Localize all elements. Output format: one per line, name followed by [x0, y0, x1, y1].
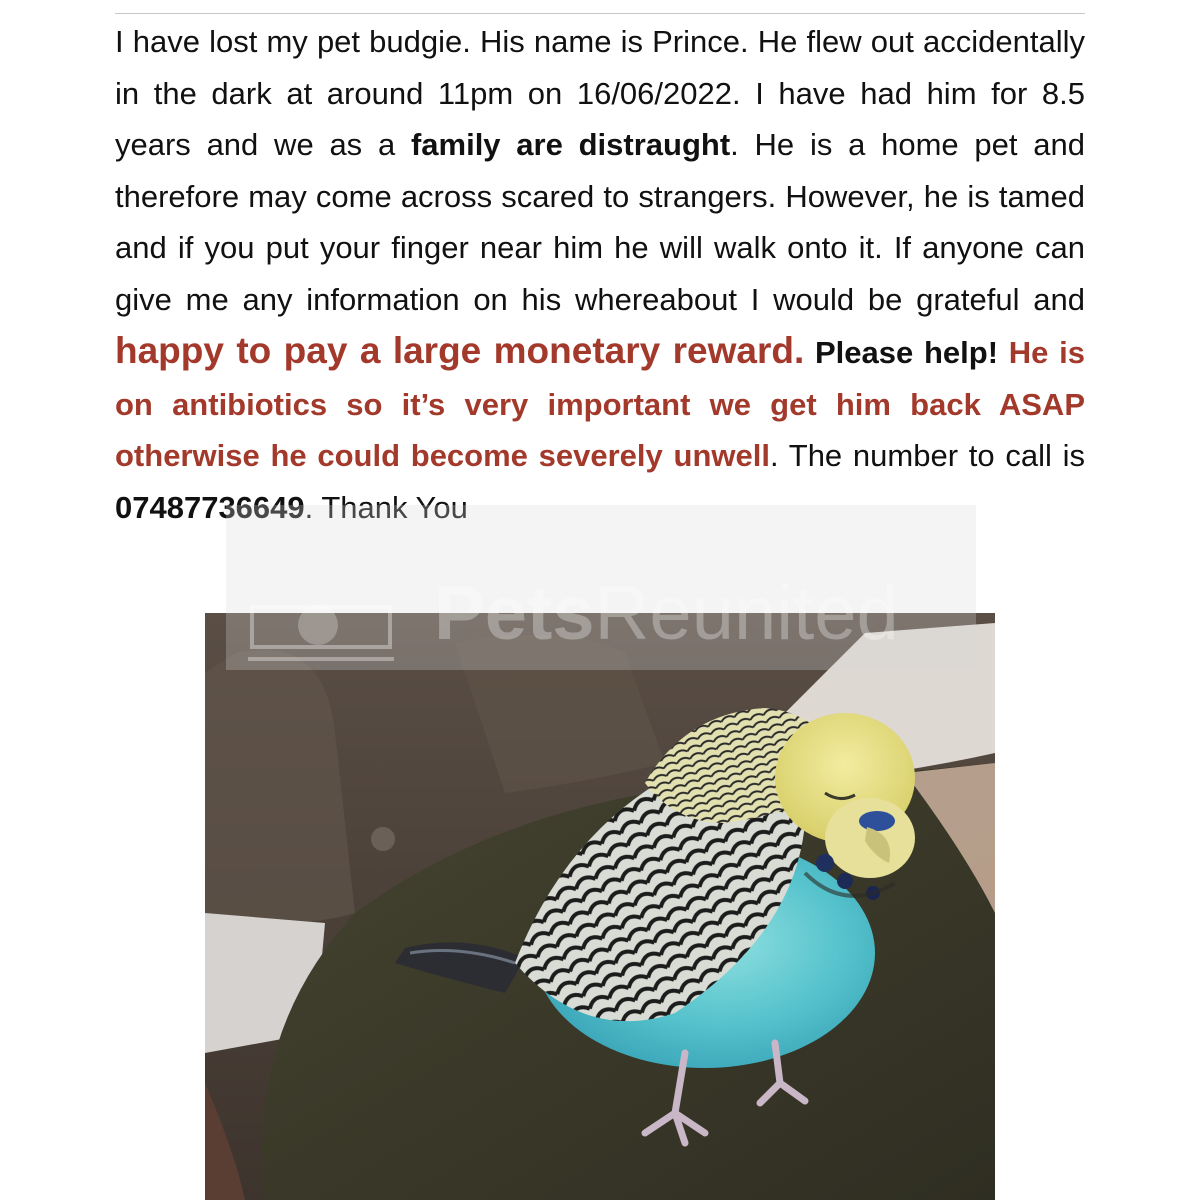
throat-spot-2: [837, 873, 853, 889]
lost-pet-notice: [115, 16, 1085, 533]
budgie-photo: [205, 613, 995, 1200]
sofa-button: [371, 827, 395, 851]
notice-reward: happy to pay a large monetary reward.: [115, 330, 805, 371]
watermark-brand-rest: Reunited: [594, 571, 899, 656]
throat-spot-1: [816, 854, 834, 872]
notice-thanks: . Thank You: [304, 489, 468, 525]
notice-family-distraught: family are distraught: [410, 127, 731, 162]
budgie-illustration: [205, 613, 995, 1200]
notice-antibiotics: He is on antibiotics so it’s very important we get him back ASAP otherwise he could become severely unwell: [115, 335, 1085, 473]
notice-intro: I have lost my pet budgie. His name is Prince. He flew out accidentally in the dark at around 11pm on 16/06/2022. I have had him for 8.5 years and we as a: [115, 24, 1085, 162]
notice-middle: . He is a home pet and therefore may come across scared to strangers. However, he is tamed and if you put your finger near him he will walk onto it. If anyone can give me any information on his whereabout I would be grateful and: [115, 127, 1085, 317]
watermark-brand-bold: Pets: [434, 571, 595, 656]
budgie-cere: [859, 811, 895, 831]
top-divider: [115, 13, 1085, 14]
phone-number: 07487736649: [115, 489, 305, 525]
notice-please-help: Please help!: [814, 335, 999, 370]
notice-call-prefix: . The number to call is: [769, 438, 1085, 473]
